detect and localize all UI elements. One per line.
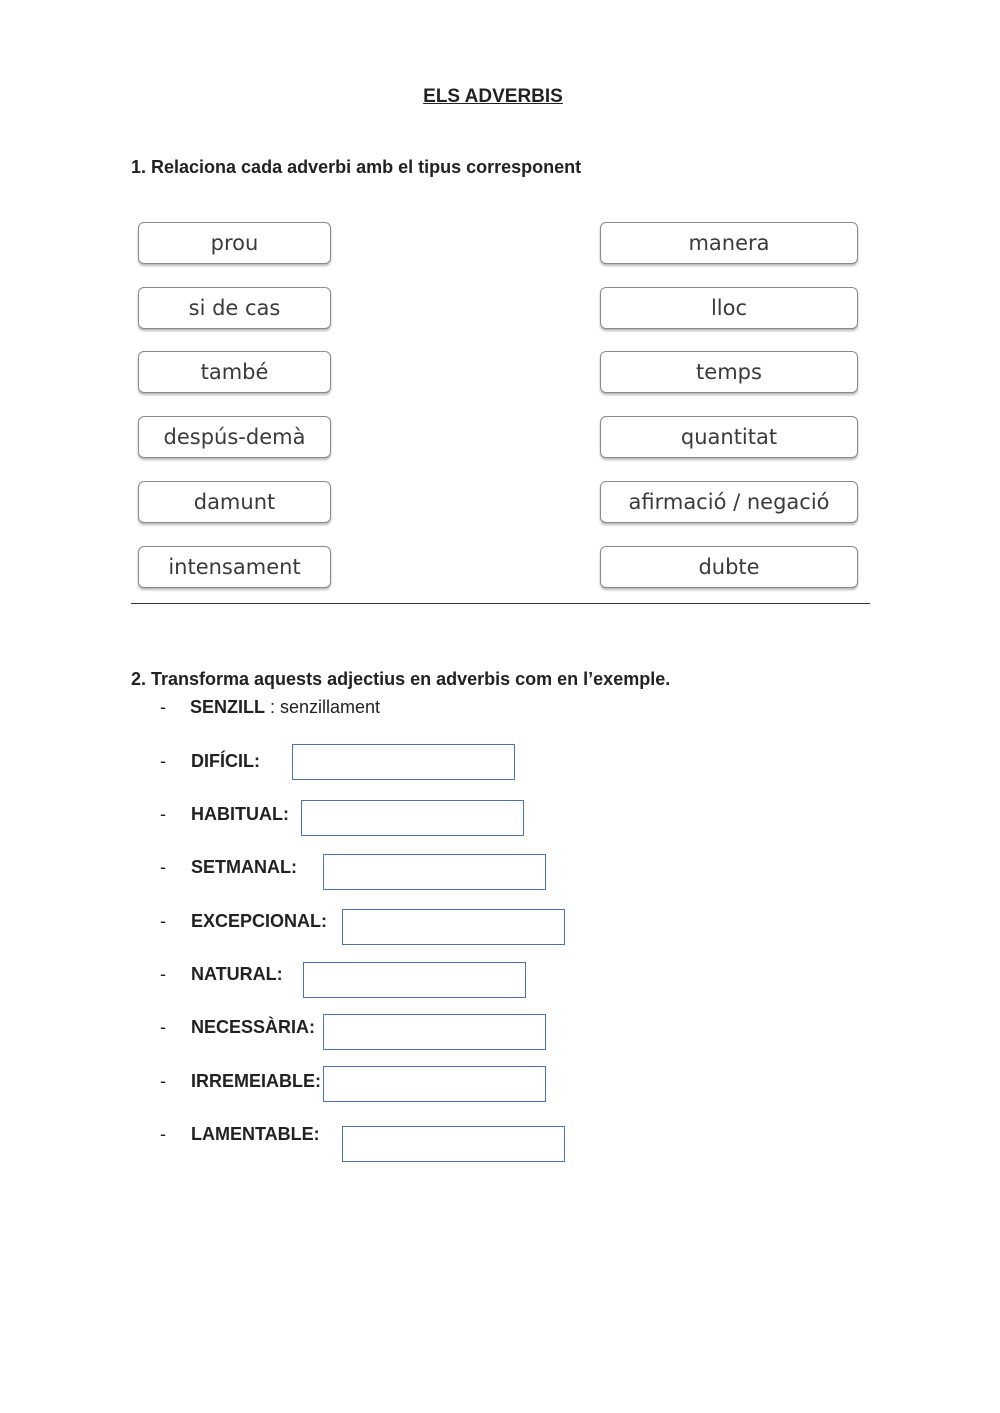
item-dash: - [160,1124,166,1144]
section-divider [131,603,870,604]
type-card[interactable]: manera [600,222,858,264]
answer-input-natural[interactable] [303,962,526,998]
answer-input-dificil[interactable] [292,744,515,780]
item-label-natural: NATURAL: [191,964,283,984]
question-2-heading: 2. Transforma aquests adjectius en adverbis com en l’exemple. [131,669,671,689]
page-title: ELS ADVERBIS [423,86,563,107]
type-card[interactable]: dubte [600,546,858,588]
adverb-card[interactable]: prou [138,222,331,264]
adverb-card[interactable]: intensament [138,546,331,588]
item-label-excepcional: EXCEPCIONAL: [191,911,328,931]
type-card[interactable]: temps [600,351,858,393]
type-card[interactable]: lloc [600,287,858,329]
example-dash: - [160,697,166,717]
item-dash: - [160,857,166,877]
adverb-card[interactable]: si de cas [138,287,331,329]
answer-input-setmanal[interactable] [323,854,546,890]
item-dash: - [160,804,166,824]
adverb-card[interactable]: també [138,351,331,393]
item-dash: - [160,1017,166,1037]
answer-input-habitual[interactable] [301,800,524,836]
item-dash: - [160,1071,166,1091]
answer-input-excepcional[interactable] [342,909,565,945]
item-dash: - [160,751,166,771]
answer-input-lamentable[interactable] [342,1126,565,1162]
item-dash: - [160,964,166,984]
item-dash: - [160,911,166,931]
type-card[interactable]: quantitat [600,416,858,458]
question-1-heading: 1. Relaciona cada adverbi amb el tipus corresponent [131,157,582,177]
answer-input-irremeiable[interactable] [323,1066,546,1102]
example-item [160,697,380,718]
adverb-card[interactable]: damunt [138,481,331,523]
item-label-lamentable: LAMENTABLE: [191,1124,320,1144]
answer-input-necessaria[interactable] [323,1014,546,1050]
item-label-setmanal: SETMANAL: [191,857,297,877]
adverb-card[interactable]: despús-demà [138,416,331,458]
item-label-irremeiable: IRREMEIABLE: [191,1071,321,1091]
example-word: SENZILL [190,697,265,717]
type-card[interactable]: afirmació / negació [600,481,858,523]
example-answer: : senzillament [265,697,381,717]
item-label-necessaria: NECESSÀRIA: [191,1017,316,1037]
item-label-habitual: HABITUAL: [191,804,289,824]
item-label-dificil: DIFÍCIL: [191,751,260,771]
